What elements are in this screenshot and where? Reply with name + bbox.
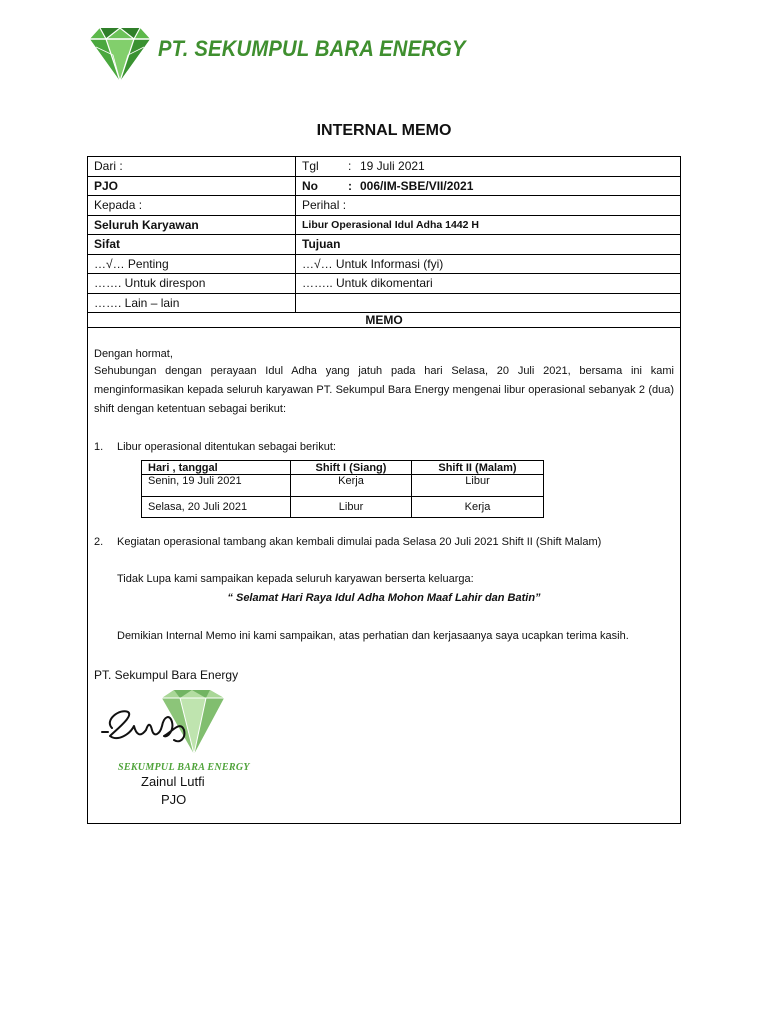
schedule-row-2-day: Selasa, 20 Juli 2021 bbox=[142, 497, 291, 518]
no-cell bbox=[296, 176, 681, 196]
schedule-row-1-shift1: Kerja bbox=[291, 475, 412, 497]
schedule-row-1-day: Senin, 19 Juli 2021 bbox=[142, 475, 291, 497]
tujuan-informasi: …√… Untuk Informasi (fyi) bbox=[296, 254, 681, 274]
tujuan-dikomentari: …….. Untuk dikomentari bbox=[296, 274, 681, 294]
schedule-header-shift2: Shift II (Malam) bbox=[412, 461, 544, 475]
stamp-text: SEKUMPUL BARA ENERGY bbox=[118, 762, 250, 773]
sifat-penting: …√… Penting bbox=[88, 254, 296, 274]
memo-header-table bbox=[87, 156, 681, 328]
sifat-lain: ……. Lain – lain bbox=[88, 293, 296, 313]
sifat-label: Sifat bbox=[88, 235, 296, 255]
schedule-row-2-shift1: Libur bbox=[291, 497, 412, 518]
closing-line: Tidak Lupa kami sampaikan kepada seluruh karyawan berserta keluarga: bbox=[117, 573, 474, 585]
intro-paragraph: Sehubungan dengan perayaan Idul Adha yang jatuh pada hari Selasa, 20 Juli 2021, bersama ini kami menginformasikan kepada seluruh karyawan PT. Sekumpul Bara Energy mengenai libur operasional sebanyak 2 (dua) shift dengan ketentuan sebagai berikut: bbox=[94, 365, 674, 415]
list-item-1-number: 1. bbox=[94, 441, 104, 453]
no-label: No bbox=[302, 178, 318, 193]
tgl-colon: : bbox=[348, 159, 352, 174]
perihal-colon: : bbox=[342, 198, 347, 213]
tujuan-label: Tujuan bbox=[296, 235, 681, 255]
perihal-value: Libur Operasional Idul Adha 1442 H bbox=[296, 215, 681, 235]
list-item-1 bbox=[94, 441, 336, 453]
greeting: Dengan hormat, bbox=[94, 348, 173, 360]
schedule-header-day: Hari , tanggal bbox=[142, 461, 291, 475]
list-item-1-text: Libur operasional ditentukan sebagai berikut: bbox=[117, 441, 336, 453]
dari-label: Dari : bbox=[88, 157, 296, 177]
kepada-label: Kepada : bbox=[88, 196, 296, 216]
tgl-value: 19 Juli 2021 bbox=[360, 159, 425, 174]
empty-cell bbox=[296, 293, 681, 313]
perihal-cell bbox=[296, 196, 681, 216]
schedule-row-1-shift2: Libur bbox=[412, 475, 544, 497]
company-name: PT. SEKUMPUL BARA ENERGY bbox=[158, 36, 466, 61]
schedule-table bbox=[141, 460, 544, 518]
kepada-value: Seluruh Karyawan bbox=[88, 215, 296, 235]
tgl-cell bbox=[296, 157, 681, 177]
signature-company: PT. Sekumpul Bara Energy bbox=[94, 668, 239, 682]
company-logo-icon bbox=[88, 25, 152, 83]
list-item-2 bbox=[94, 536, 601, 548]
perihal-label: Perihal bbox=[302, 198, 340, 213]
dari-value: PJO bbox=[88, 176, 296, 196]
final-line: Demikian Internal Memo ini kami sampaikan, atas perhatian dan kerjasaanya saya ucapkan terima kasih. bbox=[117, 630, 629, 642]
no-value: 006/IM-SBE/VII/2021 bbox=[360, 178, 474, 193]
list-item-2-text: Kegiatan operasional tambang akan kembali dimulai pada Selasa 20 Juli 2021 Shift II (Shift Malam) bbox=[117, 536, 602, 548]
tgl-label: Tgl bbox=[302, 159, 319, 174]
schedule-row-2-shift2: Kerja bbox=[412, 497, 544, 518]
memo-heading: MEMO bbox=[88, 313, 681, 328]
no-colon: : bbox=[348, 178, 352, 193]
sifat-direspon: ……. Untuk direspon bbox=[88, 274, 296, 294]
signer-title: PJO bbox=[161, 792, 187, 807]
schedule-header-shift1: Shift I (Siang) bbox=[291, 461, 412, 475]
document-title: INTERNAL MEMO bbox=[316, 122, 452, 139]
list-item-2-number: 2. bbox=[94, 536, 104, 548]
signer-name: Zainul Lutfi bbox=[141, 774, 205, 789]
holiday-greeting: “ Selamat Hari Raya Idul Adha Mohon Maaf Lahir dan Batin” bbox=[227, 592, 541, 604]
